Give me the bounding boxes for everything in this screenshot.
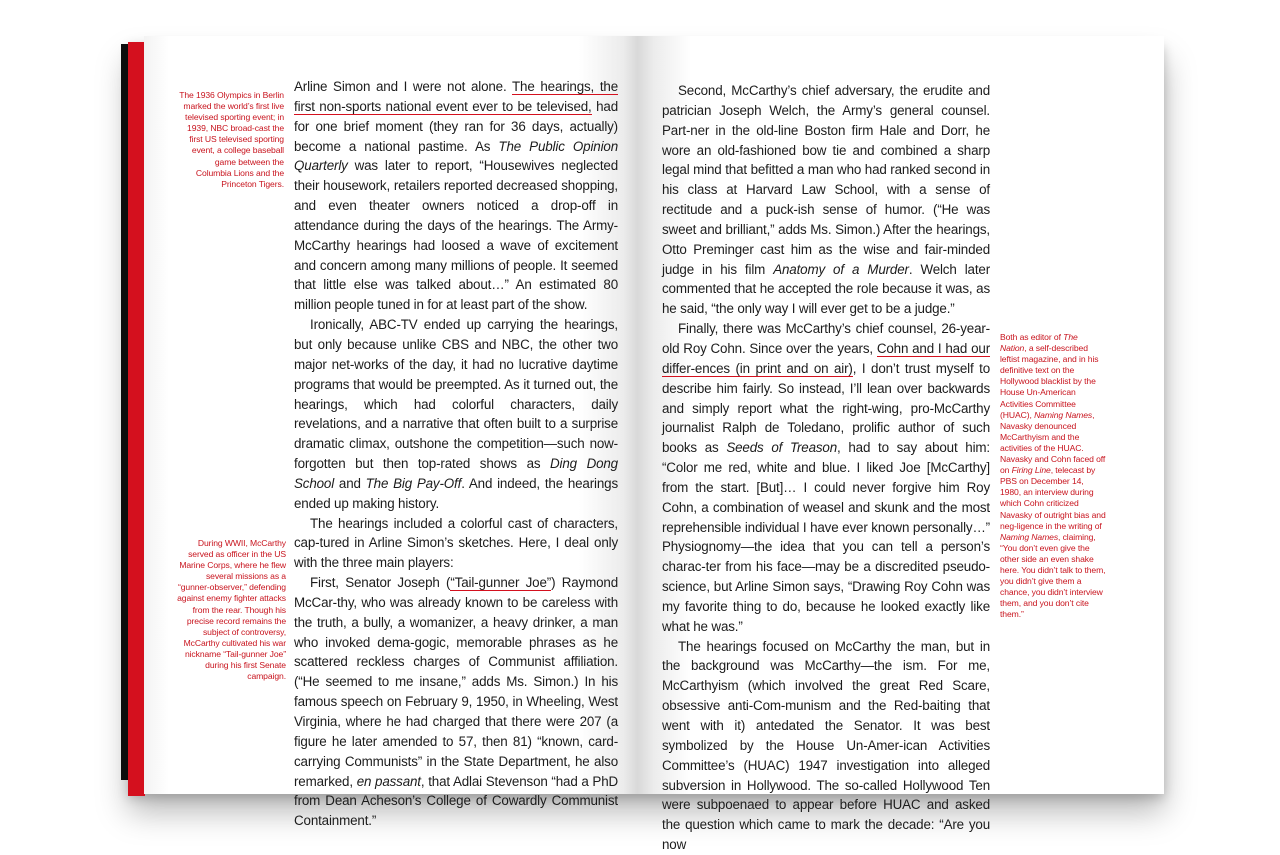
text-run: had for one brief moment (they ran for 36 days, actually) become a national pastime. As xyxy=(294,98,618,154)
italic-title: Naming Names xyxy=(1034,409,1093,420)
text-run: First, Senator Joseph ( xyxy=(310,575,451,591)
paragraph xyxy=(662,81,990,319)
italic-title: Anatomy of a Murder xyxy=(773,261,909,277)
paragraph xyxy=(294,315,618,513)
italic-title: The Nation xyxy=(1000,332,1078,354)
text-run: , Navasky denounced McCarthyism and the activities of the HUAC. Navasky and Cohn faced off on xyxy=(1000,409,1106,476)
text-run: Both as editor of xyxy=(1000,332,1064,342)
sidenote-olympics: The 1936 Olympics in Berlin marked the world’s first live televised sporting event; in 1939, NBC broad-cast the first US televised sporting event, a college baseball game between the Columbia Lions and the Princeton Tigers. xyxy=(179,90,284,189)
italic-phrase: en passant xyxy=(356,773,421,789)
sidenote-navasky-cohn xyxy=(1000,332,1106,620)
sidenote-wwii-mccarthy: During WWII, McCarthy served as officer in the US Marine Corps, where he flew several missions as a “gunner-observer,” defending against enemy fighter attacks from the rear. Though his precise record remains the subject of controversy, McCarthy cultivated his war nickname “Tail-gunner Joe” during his first Senate campaign. xyxy=(177,538,286,682)
right-body-column xyxy=(662,81,990,855)
text-run: and xyxy=(334,475,366,491)
highlighted-text: “Tail-gunner Joe” xyxy=(450,575,552,591)
highlighted-text: The hearings, the first non-sports national event ever to be televised, xyxy=(294,79,618,114)
text-run: was later to report, “Housewives neglected their housework, retailers reported decreased shopping, and even theater owners noticed a drop-off in attendance during the days of the hearings. The Army-McCarthy hearings had loosed a wave of excitement and concern among many millions of people. It seemed that little else was talked about…” An estimated 80 million people tuned in for at least part of the show. xyxy=(294,158,618,313)
text-run: . Welch later commented that he accepted the role because it was, as he said, “the only way I will ever get to be a judge.” xyxy=(662,261,990,317)
italic-title: The Public Opinion Quarterly xyxy=(294,138,618,174)
paragraph xyxy=(294,77,618,315)
book-cover-red-edge xyxy=(128,42,145,796)
highlighted-text: Cohn and I had our differ-ences (in print and on air) xyxy=(662,340,991,376)
text-run: , claiming, “You don’t even give the other side an even shake here. You didn’t talk to them, you didn’t give them a chance, you didn’t interview them, and you don’t cite them.” xyxy=(1000,531,1106,620)
text-run: . And indeed, the hearings ended up making history. xyxy=(294,475,618,511)
paragraph: The hearings focused on McCarthy the man, but in the background was McCarthy—the ism. For me, McCarthyism (which involved the great Red Scare, obsessive anti-Com-munism and the Red-baiting that went with it) antedated the Senator. It was best symbolized by the House Un-Amer-ican Activities Committee’s (HUAC) 1947 investigation into alleged subversion in Hollywood. The so-called Hollywood Ten were subpoenaed to appear before HUAC and asked the question which came to mark the decade: “Are you now xyxy=(662,638,990,853)
text-run: , that Adlai Stevenson “had a PhD from Dean Acheson’s College of Cowardly Communist Containment.” xyxy=(294,773,619,829)
italic-title: Firing Line xyxy=(1011,465,1051,476)
text-run: , I don’t trust myself to describe him fairly. So instead, I’ll lean over backwards and simply report what the right-wing, pro-McCarthy journalist Ralph de Toledano, prolific author of such books as xyxy=(662,360,990,456)
italic-title: Seeds of Treason xyxy=(726,440,838,456)
italic-title: Naming Names xyxy=(1000,531,1059,542)
text-run: ) Raymond McCar-thy, who was already known to be careless with the truth, a bully, a womanizer, a heavy drinker, a man who invoked dema-gogic, memorable phrases as he scattered reckless charges of Communist affiliation. (“He seemed to me insane,” adds Ms. Simon.) In his famous speech on February 9, 1950, in Wheeling, West Virginia, where he had charged that there were 207 (a figure he later amended to 57, then 81) “known, card-carrying Communists” in the State Department, he also remarked, xyxy=(294,575,619,789)
italic-title: Ding Dong School xyxy=(294,456,618,491)
text-run: Second, McCarthy’s chief adversary, the erudite and patrician Joseph Welch, the Army’s general counsel. Part-ner in the old-line Boston firm Hale and Dorr, he wore an old-fashioned bow tie and combined a sharp legal mind that befitted a man who had ranked second in his class at Harvard Law School, with a sense of rectitude and a puck-ish sense of humor. (“He was sweet and brilliant,” adds Ms. Simon.) After the hearings, Otto Preminger cast him as the wise and fair-minded judge in his film xyxy=(662,83,990,277)
text-run: , had to say about him: “Color me red, white and blue. I liked Joe [McCarthy] from the start. [But]… I could never forgive him Roy Cohn, a combination of weasel and skunk and the most reprehensible individual I have ever known personally…” Physiognomy—the idea that you can tell a person’s charac-ter from his face—may be a discredited pseudo-science, but Arline Simon says, “Drawing Roy Cohn was my favorite thing to do, because he looked exactly like what he was.” xyxy=(662,440,990,634)
paragraph xyxy=(294,573,618,831)
text-run: Arline Simon and I were not alone. xyxy=(294,79,513,94)
paragraph xyxy=(662,319,990,637)
italic-title: The Big Pay-Off xyxy=(365,475,462,491)
text-run: Finally, there was McCarthy’s chief counsel, 26-year-old Roy Cohn. Since over the years, xyxy=(662,321,990,356)
text-run: , a self-described leftist magazine, and in his definitive text on the Hollywood blacklist by the House Un-American Activities Committee (HUAC), xyxy=(1000,343,1099,420)
text-run: , telecast by PBS on December 14, 1980, an interview during which Cohn criticized Navasky of outright bias and neg-ligence in the writing of xyxy=(1000,465,1106,531)
text-run: Ironically, ABC-TV ended up carrying the hearings, but only because unlike CBS and NBC, the other two major net-works of the day, it had no lucrative daytime programs that would be preempted. As it turned out, the hearings, which had colorful characters, daily revelations, and a narrative that often built to a surprise dramatic climax, outshone the competition—such now-forgotten but then top-rated shows as xyxy=(294,317,618,472)
left-body-column xyxy=(294,77,618,831)
paragraph: The hearings included a colorful cast of characters, cap-tured in Arline Simon’s sketches. Here, I deal only with the three main players: xyxy=(294,515,618,571)
